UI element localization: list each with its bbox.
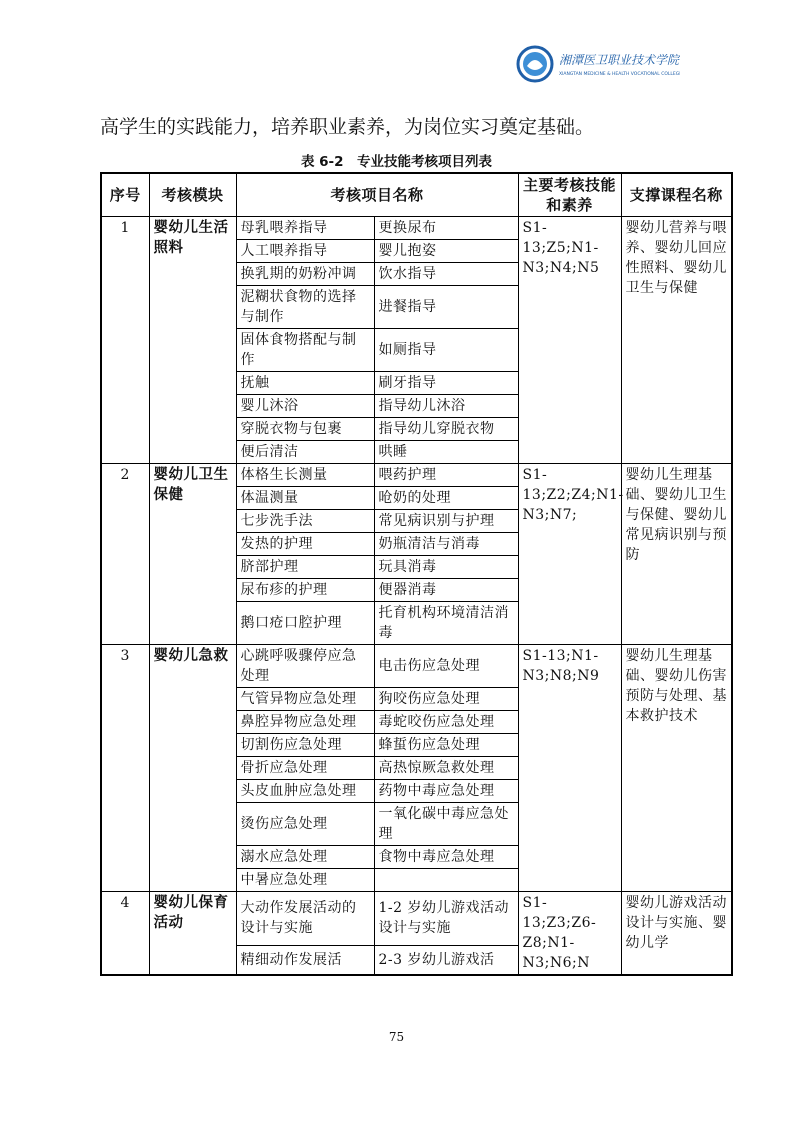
assessment-item: 药物中毒应急处理 <box>374 780 518 803</box>
assessment-item: 一氧化碳中毒应急处理 <box>374 803 518 846</box>
skills-cell: S1-13;Z2;Z4;N1-N3;N7; <box>518 464 621 645</box>
row-number: 3 <box>101 645 149 892</box>
assessment-item: 鼻腔异物应急处理 <box>236 711 374 734</box>
page-number: 75 <box>388 1030 405 1044</box>
module-name: 婴幼儿生活照料 <box>149 217 236 464</box>
assessment-item: 体温测量 <box>236 487 374 510</box>
assessment-item: 1-2 岁幼儿游戏活动设计与实施 <box>374 892 518 946</box>
table-row <box>101 464 732 487</box>
table-row <box>101 217 732 240</box>
assessment-item: 母乳喂养指导 <box>236 217 374 240</box>
assessment-item: 刷牙指导 <box>374 372 518 395</box>
assessment-item: 烫伤应急处理 <box>236 803 374 846</box>
assessment-item: 中暑应急处理 <box>236 869 374 892</box>
assessment-item: 如厕指导 <box>374 329 518 372</box>
intro-text: 高学生的实践能力，培养职业素养，为岗位实习奠定基础。 <box>100 116 595 138</box>
assessment-item: 电击伤应急处理 <box>374 645 518 688</box>
row-number: 4 <box>101 892 149 976</box>
assessment-item: 固体食物搭配与制作 <box>236 329 374 372</box>
assessment-item: 便后清洁 <box>236 441 374 464</box>
assessment-item: 换乳期的奶粉冲调 <box>236 263 374 286</box>
assessment-item: 2-3 岁幼儿游戏活 <box>374 945 518 975</box>
skills-cell: S1-13;N1-N3;N8;N9 <box>518 645 621 892</box>
table-row <box>101 892 732 946</box>
courses-cell: 婴幼儿生理基础、婴幼儿卫生与保健、婴幼儿常见病识别与预防 <box>621 464 732 645</box>
courses-cell: 婴幼儿营养与喂养、婴幼儿回应性照料、婴幼儿卫生与保健 <box>621 217 732 464</box>
courses-cell: 婴幼儿生理基础、婴幼儿伤害预防与处理、基本救护技术 <box>621 645 732 892</box>
assessment-item: 抚触 <box>236 372 374 395</box>
assessment-item: 发热的护理 <box>236 533 374 556</box>
assessment-item: 便器消毒 <box>374 579 518 602</box>
row-number: 1 <box>101 217 149 464</box>
assessment-item: 体格生长测量 <box>236 464 374 487</box>
skills-cell: S1-13;Z3;Z6-Z8;N1-N3;N6;N <box>518 892 621 976</box>
assessment-item: 蜂蜇伤应急处理 <box>374 734 518 757</box>
skills-table <box>100 172 733 976</box>
assessment-item: 更换尿布 <box>374 217 518 240</box>
header-module: 考核模块 <box>149 173 236 217</box>
assessment-item: 狗咬伤应急处理 <box>374 688 518 711</box>
assessment-item: 指导幼儿穿脱衣物 <box>374 418 518 441</box>
assessment-item: 头皮血肿应急处理 <box>236 780 374 803</box>
assessment-item: 进餐指导 <box>374 286 518 329</box>
assessment-item: 婴儿沐浴 <box>236 395 374 418</box>
courses-cell: 婴幼儿游戏活动设计与实施、婴幼儿学 <box>621 892 732 976</box>
svg-text:湘潭医卫职业技术学院: 湘潭医卫职业技术学院 <box>559 53 680 67</box>
assessment-item: 婴儿抱姿 <box>374 240 518 263</box>
assessment-item <box>374 869 518 892</box>
header-items: 考核项目名称 <box>236 173 518 217</box>
assessment-item: 七步洗手法 <box>236 510 374 533</box>
assessment-item: 哄睡 <box>374 441 518 464</box>
assessment-item: 指导幼儿沐浴 <box>374 395 518 418</box>
header-num: 序号 <box>101 173 149 217</box>
assessment-item: 泥糊状食物的选择与制作 <box>236 286 374 329</box>
assessment-item: 溺水应急处理 <box>236 846 374 869</box>
assessment-item: 毒蛇咬伤应急处理 <box>374 711 518 734</box>
table-caption: 表 6-2 专业技能考核项目列表 <box>300 154 493 170</box>
assessment-item: 喂药护理 <box>374 464 518 487</box>
assessment-item: 常见病识别与护理 <box>374 510 518 533</box>
assessment-item: 奶瓶清洁与消毒 <box>374 533 518 556</box>
module-name: 婴幼儿卫生保健 <box>149 464 236 645</box>
assessment-item: 饮水指导 <box>374 263 518 286</box>
assessment-item: 骨折应急处理 <box>236 757 374 780</box>
assessment-item: 鹅口疮口腔护理 <box>236 602 374 645</box>
assessment-item: 切割伤应急处理 <box>236 734 374 757</box>
assessment-item: 脐部护理 <box>236 556 374 579</box>
assessment-item: 托育机构环境清洁消毒 <box>374 602 518 645</box>
assessment-item: 精细动作发展活 <box>236 945 374 975</box>
table-row <box>101 645 732 688</box>
assessment-item: 大动作发展活动的设计与实施 <box>236 892 374 946</box>
college-logo <box>515 44 680 84</box>
assessment-item: 气管异物应急处理 <box>236 688 374 711</box>
module-name: 婴幼儿急救 <box>149 645 236 892</box>
assessment-item: 食物中毒应急处理 <box>374 846 518 869</box>
header-courses: 支撑课程名称 <box>621 173 732 217</box>
assessment-item: 高热惊厥急救处理 <box>374 757 518 780</box>
row-number: 2 <box>101 464 149 645</box>
assessment-item: 尿布疹的护理 <box>236 579 374 602</box>
header-skills: 主要考核技能和素养 <box>518 173 621 217</box>
assessment-item: 心跳呼吸骤停应急处理 <box>236 645 374 688</box>
skills-cell: S1-13;Z5;N1-N3;N4;N5 <box>518 217 621 464</box>
module-name: 婴幼儿保育活动 <box>149 892 236 976</box>
assessment-item: 呛奶的处理 <box>374 487 518 510</box>
assessment-item: 玩具消毒 <box>374 556 518 579</box>
header-row <box>101 173 732 217</box>
assessment-item: 人工喂养指导 <box>236 240 374 263</box>
assessment-item: 穿脱衣物与包裹 <box>236 418 374 441</box>
svg-text:XIANGTAN MEDICINE & HEALTH VOC: XIANGTAN MEDICINE & HEALTH VOCATIONAL COLLEGE <box>559 72 680 77</box>
